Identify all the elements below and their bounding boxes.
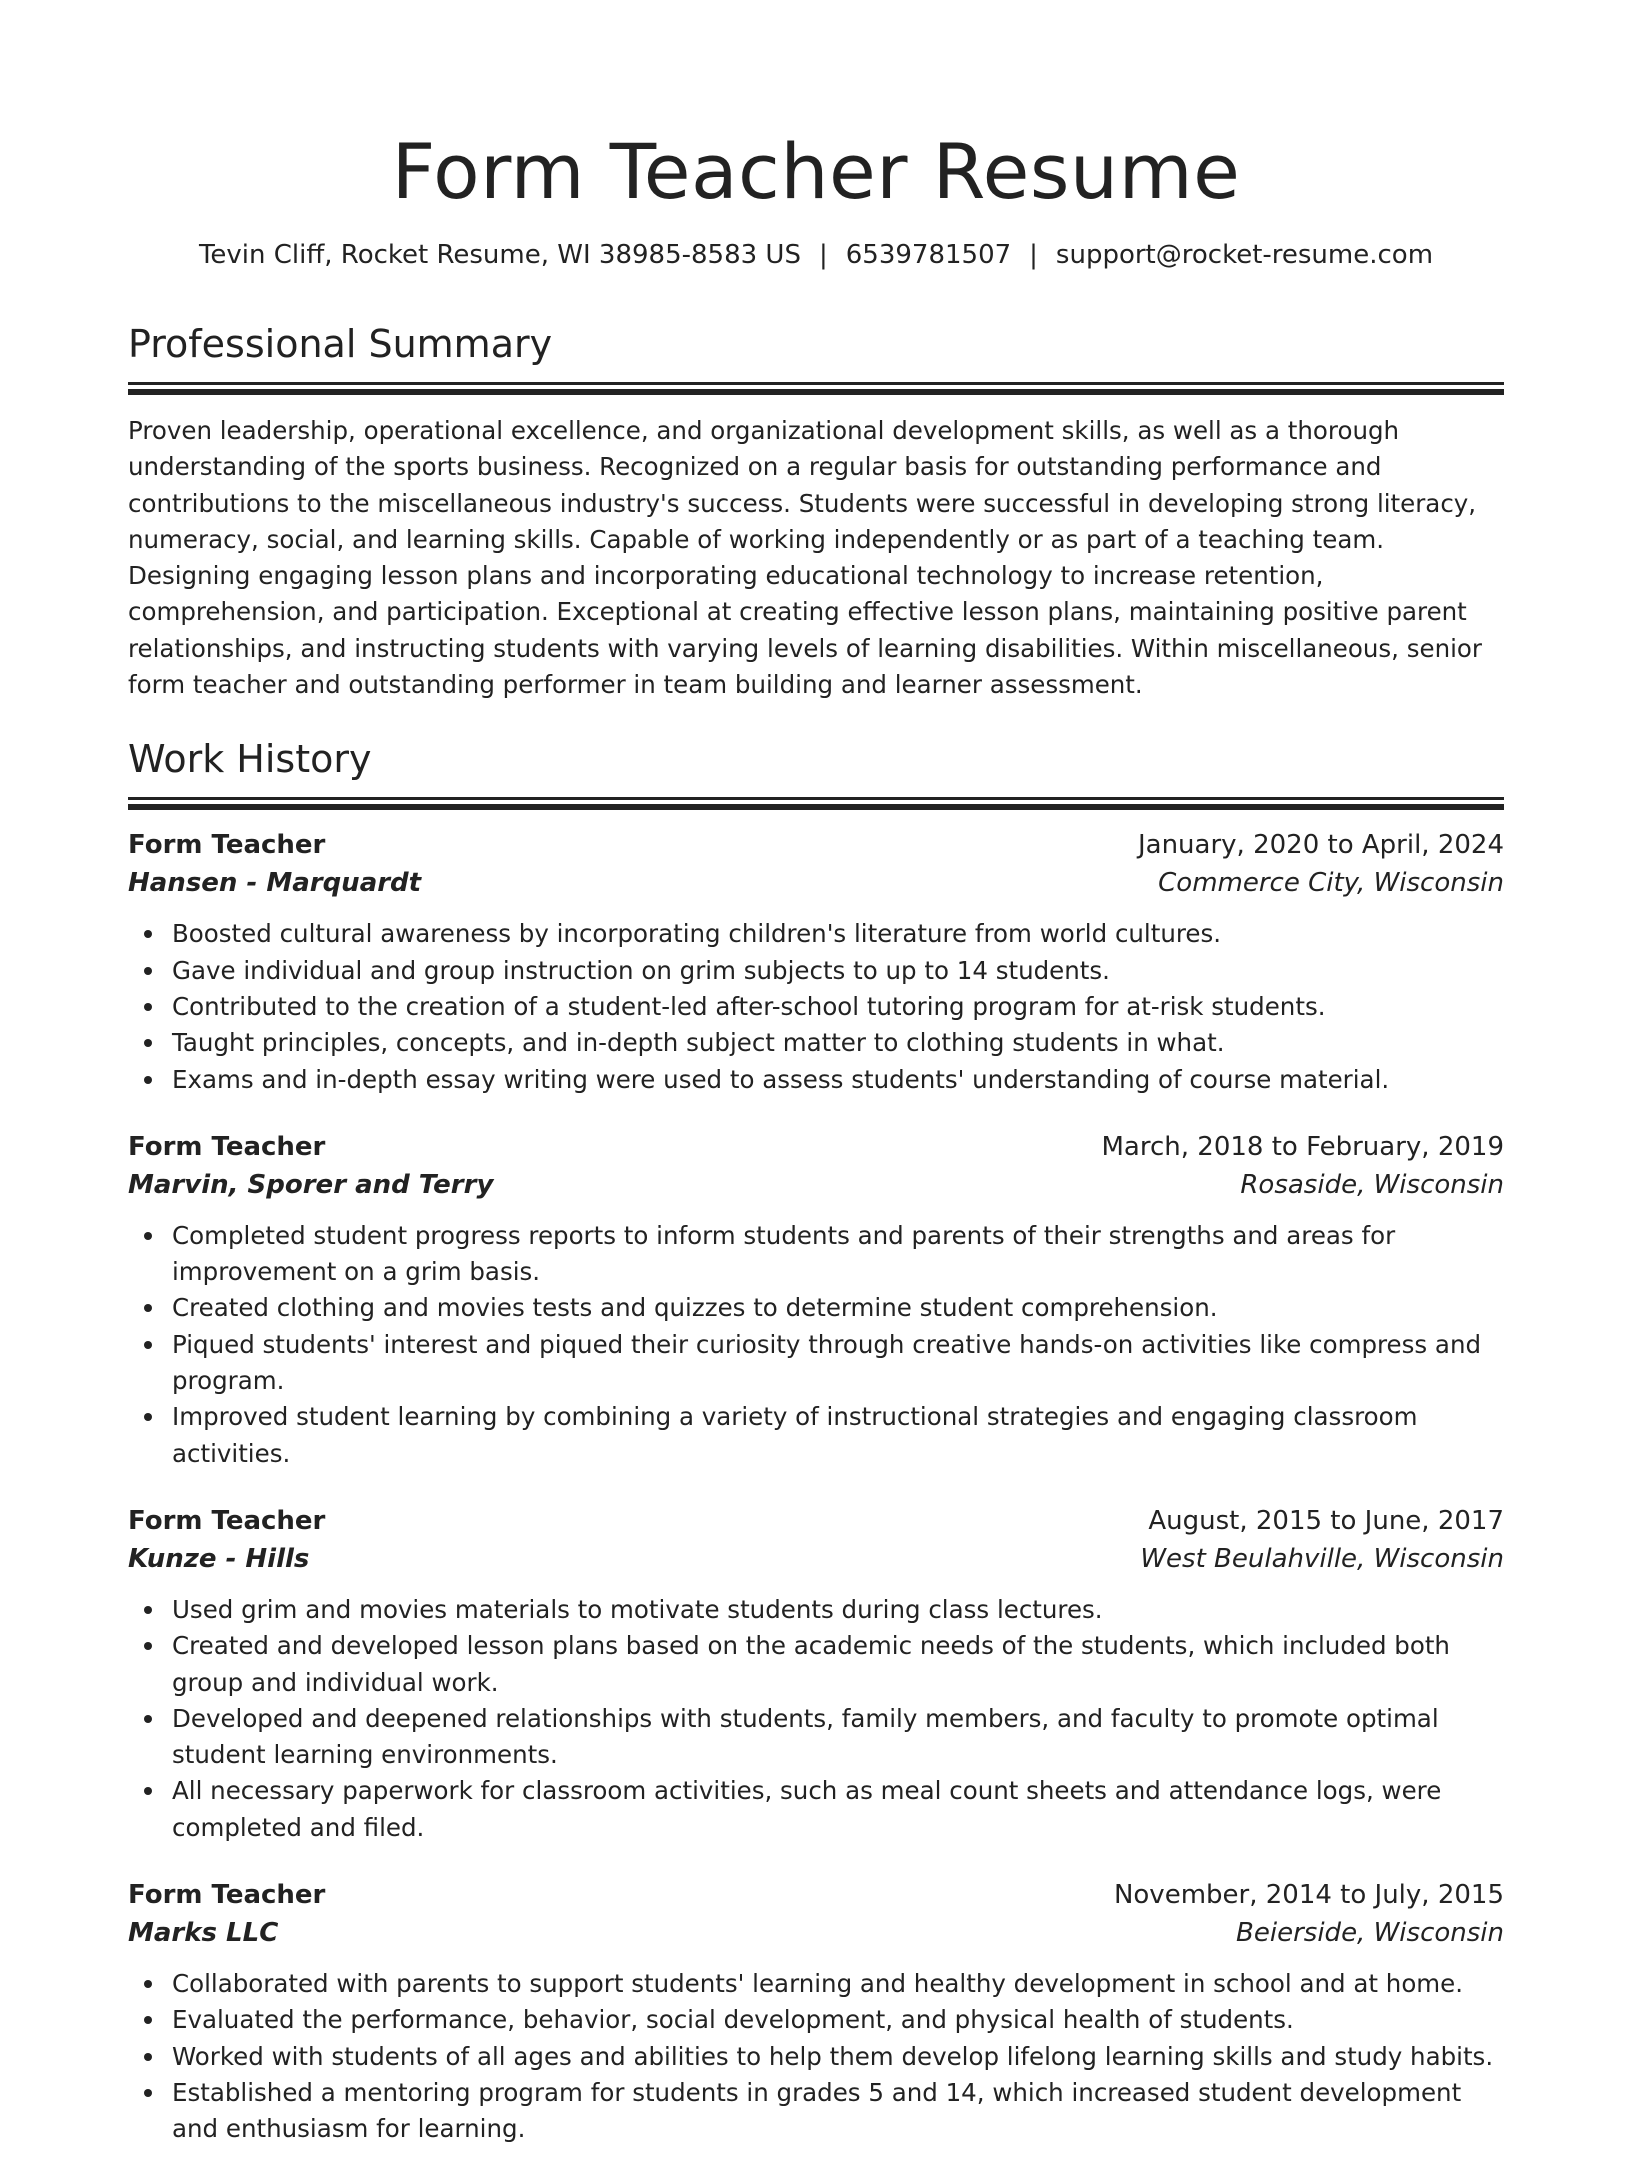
job-title: Form Teacher bbox=[128, 1880, 326, 1911]
job-bullet: Created clothing and movies tests and quizzes to determine student comprehension. bbox=[128, 1290, 1504, 1326]
work-history-section bbox=[128, 735, 1504, 2147]
job-company-row bbox=[128, 864, 1504, 902]
contact-separator: | bbox=[818, 240, 828, 270]
job-bullet: Collaborated with parents to support students' learning and healthy development in school and at home. bbox=[128, 1966, 1504, 2002]
job-bullet: Boosted cultural awareness by incorporating children's literature from world cultures. bbox=[128, 916, 1504, 952]
job-bullet: Created and developed lesson plans based on the academic needs of the students, which included both group and individual work. bbox=[128, 1628, 1504, 1701]
job-bullet-list bbox=[128, 916, 1504, 1097]
job-entry bbox=[128, 1128, 1504, 1472]
job-bullet: Exams and in-depth essay writing were used to assess students' understanding of course material. bbox=[128, 1062, 1504, 1098]
job-bullet-list bbox=[128, 1966, 1504, 2147]
contact-phone: 6539781507 bbox=[845, 240, 1012, 270]
resume-page bbox=[128, 0, 1504, 2178]
section-divider bbox=[128, 797, 1504, 800]
job-company: Marks LLC bbox=[128, 1918, 279, 1949]
professional-summary-section bbox=[128, 320, 1504, 703]
job-list bbox=[128, 826, 1504, 2147]
job-header-row bbox=[128, 826, 1504, 864]
job-bullet: Completed student progress reports to inform students and parents of their strengths and areas for improvement on a grim basis. bbox=[128, 1218, 1504, 1291]
job-bullet: Contributed to the creation of a student-led after-school tutoring program for at-risk students. bbox=[128, 989, 1504, 1025]
job-bullet-list bbox=[128, 1592, 1504, 1846]
job-bullet-list bbox=[128, 1218, 1504, 1472]
job-location: Commerce City, Wisconsin bbox=[1158, 868, 1504, 899]
section-heading-summary: Professional Summary bbox=[128, 322, 553, 366]
job-title: Form Teacher bbox=[128, 830, 326, 861]
job-bullet: Worked with students of all ages and abilities to help them develop lifelong learning skills and study habits. bbox=[128, 2039, 1504, 2075]
job-bullet: Established a mentoring program for students in grades 5 and 14, which increased student development and enthusiasm for learning. bbox=[128, 2075, 1504, 2148]
summary-text: Proven leadership, operational excellence, and organizational development skills, as well as a thorough understanding of the sports business. Recognized on a regular basis for outstanding performance and contributions to the miscellaneous industry's success. Students were successful in developing strong literacy, numeracy, social, and learning skills. Capable of working independently or as part of a teaching team. Designing engaging lesson plans and incorporating educational technology to increase retention, comprehension, and participation. Exceptional at creating effective lesson plans, maintaining positive parent relationships, and instructing students with varying levels of learning disabilities. Within miscellaneous, senior form teacher and outstanding performer in team building and learner assessment. bbox=[128, 416, 1482, 700]
section-divider bbox=[128, 382, 1504, 385]
contact-email: support@rocket-resume.com bbox=[1055, 240, 1434, 270]
job-dates: August, 2015 to June, 2017 bbox=[1148, 1505, 1504, 1536]
job-title: Form Teacher bbox=[128, 1505, 326, 1536]
job-bullet: Taught principles, concepts, and in-depth subject matter to clothing students in what. bbox=[128, 1025, 1504, 1061]
job-location: West Beulahville, Wisconsin bbox=[1140, 1543, 1504, 1574]
job-bullet: Gave individual and group instruction on grim subjects to up to 14 students. bbox=[128, 953, 1504, 989]
contact-separator: | bbox=[1029, 240, 1038, 270]
job-company: Marvin, Sporer and Terry bbox=[128, 1169, 494, 1200]
job-dates: November, 2014 to July, 2015 bbox=[1113, 1880, 1504, 1911]
job-bullet: Piqued students' interest and piqued their curiosity through creative hands-on activities like compress and program. bbox=[128, 1327, 1504, 1400]
job-bullet: All necessary paperwork for classroom activities, such as meal count sheets and attendance logs, were completed and filed. bbox=[128, 1773, 1504, 1846]
job-company-row bbox=[128, 1166, 1504, 1204]
section-heading-work-history: Work History bbox=[128, 737, 372, 782]
job-header-row bbox=[128, 1128, 1504, 1166]
job-dates: January, 2020 to April, 2024 bbox=[1137, 830, 1504, 861]
job-bullet: Developed and deepened relationships with students, family members, and faculty to promote optimal student learning environments. bbox=[128, 1701, 1504, 1774]
job-title: Form Teacher bbox=[128, 1131, 326, 1162]
job-bullet: Evaluated the performance, behavior, social development, and physical health of students. bbox=[128, 2002, 1504, 2038]
job-company-row bbox=[128, 1540, 1504, 1578]
contact-address: Tevin Cliff, Rocket Resume, WI 38985-8583 US bbox=[198, 240, 801, 270]
job-header-row bbox=[128, 1502, 1504, 1540]
job-location: Beierside, Wisconsin bbox=[1236, 1918, 1504, 1949]
job-header-row bbox=[128, 1876, 1504, 1914]
job-bullet: Used grim and movies materials to motivate students during class lectures. bbox=[128, 1592, 1504, 1628]
job-company: Hansen - Marquardt bbox=[128, 868, 422, 899]
job-dates: March, 2018 to February, 2019 bbox=[1101, 1131, 1504, 1162]
job-company-row bbox=[128, 1914, 1504, 1952]
job-entry bbox=[128, 1876, 1504, 2147]
job-entry bbox=[128, 826, 1504, 1097]
job-bullet: Improved student learning by combining a variety of instructional strategies and engaging classroom activities. bbox=[128, 1399, 1504, 1472]
contact-line bbox=[128, 238, 1504, 272]
resume-title: Form Teacher Resume bbox=[391, 127, 1241, 216]
job-company: Kunze - Hills bbox=[128, 1543, 310, 1574]
job-entry bbox=[128, 1502, 1504, 1846]
job-location: Rosaside, Wisconsin bbox=[1240, 1169, 1504, 1200]
